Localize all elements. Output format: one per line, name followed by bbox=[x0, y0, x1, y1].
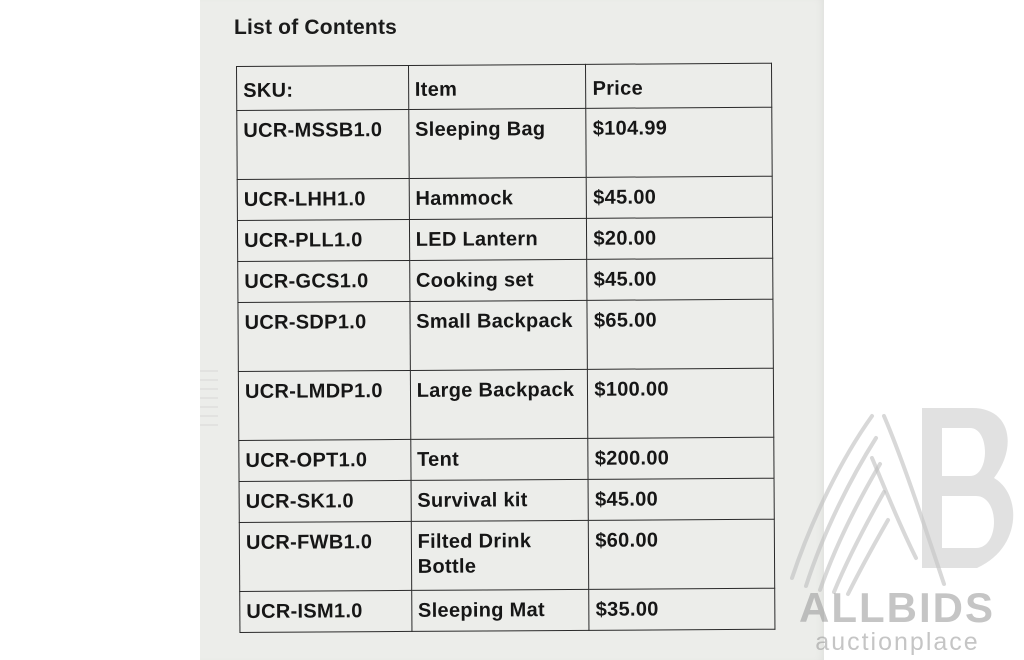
table-row bbox=[238, 368, 773, 440]
item-cell: Sleeping Bag bbox=[408, 108, 586, 178]
price-cell: $20.00 bbox=[587, 217, 773, 259]
table-row bbox=[239, 519, 774, 591]
price-cell: $45.00 bbox=[588, 478, 774, 520]
price-column-header: Price bbox=[586, 63, 772, 108]
table-header-row bbox=[237, 63, 772, 110]
table-row bbox=[237, 107, 772, 179]
document-title: List of Contents bbox=[234, 16, 398, 39]
table-row bbox=[237, 176, 772, 220]
table-row bbox=[239, 437, 774, 481]
sku-cell: UCR-LMDP1.0 bbox=[238, 370, 410, 440]
table-row bbox=[238, 299, 773, 371]
watermark-brand-text: ALLBIDS bbox=[799, 584, 995, 631]
price-cell: $65.00 bbox=[587, 299, 773, 369]
sku-column-header: SKU: bbox=[237, 65, 409, 110]
item-cell: Cooking set bbox=[409, 259, 587, 301]
item-cell: Small Backpack bbox=[410, 300, 588, 370]
table-row bbox=[238, 258, 773, 302]
item-cell: Survival kit bbox=[411, 479, 589, 521]
sku-cell: UCR-SK1.0 bbox=[239, 480, 411, 522]
item-cell: Tent bbox=[410, 438, 588, 480]
price-cell: $100.00 bbox=[588, 368, 774, 438]
price-cell: $60.00 bbox=[589, 519, 775, 589]
table-row bbox=[237, 217, 772, 261]
sku-cell: UCR-GCS1.0 bbox=[238, 260, 410, 302]
paper-marks bbox=[200, 370, 218, 430]
price-cell: $104.99 bbox=[586, 107, 772, 177]
table-row bbox=[239, 478, 774, 522]
sku-cell: UCR-PLL1.0 bbox=[237, 219, 409, 261]
price-cell: $45.00 bbox=[587, 258, 773, 300]
sku-cell: UCR-SDP1.0 bbox=[238, 301, 410, 371]
price-cell: $35.00 bbox=[589, 588, 775, 630]
item-cell: Filted Drink Bottle bbox=[411, 520, 589, 590]
item-cell: Large Backpack bbox=[410, 369, 588, 439]
sku-cell: UCR-FWB1.0 bbox=[239, 521, 411, 591]
watermark-sub-text: auctionplace bbox=[815, 628, 980, 656]
price-cell: $200.00 bbox=[588, 437, 774, 479]
contents-table bbox=[236, 63, 775, 633]
sku-cell: UCR-ISM1.0 bbox=[240, 590, 412, 632]
table-row bbox=[240, 588, 775, 632]
price-cell: $45.00 bbox=[587, 176, 773, 218]
item-cell: Sleeping Mat bbox=[411, 589, 589, 631]
item-cell: LED Lantern bbox=[409, 218, 587, 260]
sku-cell: UCR-LHH1.0 bbox=[237, 178, 409, 220]
item-cell: Hammock bbox=[409, 177, 587, 219]
sku-cell: UCR-OPT1.0 bbox=[239, 439, 411, 481]
item-column-header: Item bbox=[408, 64, 586, 109]
sku-cell: UCR-MSSB1.0 bbox=[237, 109, 409, 179]
